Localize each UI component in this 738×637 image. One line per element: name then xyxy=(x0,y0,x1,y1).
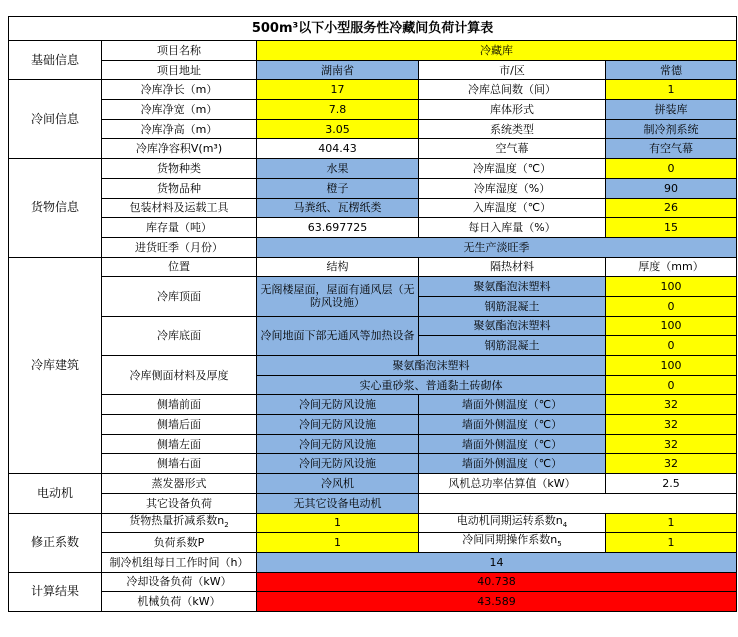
category-basic: 基础信息 xyxy=(9,41,102,80)
cold-coef-label: 冷间同期操作系数$n_5$ xyxy=(419,533,606,553)
packing-label: 包装材料及运载工具 xyxy=(102,198,257,218)
header-thickness: 厚度（mm） xyxy=(606,257,737,277)
wall-label: 侧墙左面 xyxy=(102,434,257,454)
daily-in-label: 每日入库量（%） xyxy=(419,218,606,238)
cold-coef-input[interactable]: 1 xyxy=(606,533,737,553)
wall-label: 侧墙前面 xyxy=(102,395,257,415)
daily-in-input[interactable]: 15 xyxy=(606,218,737,238)
bottom-material-2[interactable]: 钢筋混凝土 xyxy=(419,336,606,356)
bottom-material-1[interactable]: 聚氨酯泡沫塑料 xyxy=(419,316,606,336)
side-label: 冷库侧面材料及厚度 xyxy=(102,356,257,395)
evap-select[interactable]: 冷风机 xyxy=(257,474,419,494)
wall-temp-label: 墙面外侧温度（℃） xyxy=(419,434,606,454)
side-thickness-1[interactable]: 100 xyxy=(606,356,737,376)
system-label: 系统类型 xyxy=(419,119,606,139)
power-label: 风机总功率估算值（kW） xyxy=(419,474,606,494)
wall-temp-input[interactable]: 32 xyxy=(606,454,737,474)
in-temp-label: 入库温度（℃） xyxy=(419,198,606,218)
kind-select[interactable]: 水果 xyxy=(257,159,419,179)
load-calculation-table xyxy=(8,16,737,612)
wall-row xyxy=(9,454,737,474)
power-value: 2.5 xyxy=(606,474,737,494)
top-structure-select[interactable]: 无阁楼屋面，屋面有通风层（无防风设施） xyxy=(257,277,419,316)
wall-label: 侧墙右面 xyxy=(102,454,257,474)
goods-coef-input[interactable]: 1 xyxy=(257,513,419,533)
empty-cell xyxy=(419,493,737,513)
category-building: 冷库建筑 xyxy=(9,257,102,474)
project-name-cell[interactable]: 冷藏库 xyxy=(257,41,737,61)
type-label: 库体形式 xyxy=(419,100,606,120)
kind-label: 货物种类 xyxy=(102,159,257,179)
wall-temp-label: 墙面外侧温度（℃） xyxy=(419,395,606,415)
volume-value: 404.43 xyxy=(257,139,419,159)
title-row xyxy=(9,17,737,41)
variety-label: 货物品种 xyxy=(102,178,257,198)
category-room: 冷间信息 xyxy=(9,80,102,159)
bottom-structure-select[interactable]: 冷间地面下部无通风等加热设备 xyxy=(257,316,419,355)
stock-label: 库存量（吨） xyxy=(102,218,257,238)
header-structure: 结构 xyxy=(257,257,419,277)
width-input[interactable]: 7.8 xyxy=(257,100,419,120)
type-select[interactable]: 拼装库 xyxy=(606,100,737,120)
cooling-load-value: 40.738 xyxy=(257,572,737,592)
wall-structure-select[interactable]: 冷间无防风设施 xyxy=(257,395,419,415)
top-material-1[interactable]: 聚氨酯泡沫塑料 xyxy=(419,277,606,297)
side-material-1[interactable]: 聚氨酯泡沫塑料 xyxy=(257,356,606,376)
wall-label: 侧墙后面 xyxy=(102,415,257,435)
wall-temp-label: 墙面外侧温度（℃） xyxy=(419,454,606,474)
load-coef-label: 负荷系数P xyxy=(102,533,257,553)
count-label: 冷库总间数（间） xyxy=(419,80,606,100)
temp-label: 冷库温度（℃） xyxy=(419,159,606,179)
category-motor: 电动机 xyxy=(9,474,102,513)
humidity-value[interactable]: 90 xyxy=(606,178,737,198)
stock-value: 63.697725 xyxy=(257,218,419,238)
top-thickness-1[interactable]: 100 xyxy=(606,277,737,297)
motor-coef-input[interactable]: 1 xyxy=(606,513,737,533)
width-label: 冷库净宽（m） xyxy=(102,100,257,120)
city-label: 市/区 xyxy=(419,60,606,80)
wall-temp-input[interactable]: 32 xyxy=(606,395,737,415)
count-input[interactable]: 1 xyxy=(606,80,737,100)
bottom-label: 冷库底面 xyxy=(102,316,257,355)
height-input[interactable]: 3.05 xyxy=(257,119,419,139)
top-material-2[interactable]: 钢筋混凝土 xyxy=(419,296,606,316)
evap-label: 蒸发器形式 xyxy=(102,474,257,494)
category-correction: 修正系数 xyxy=(9,513,102,572)
wall-structure-select[interactable]: 冷间无防风设施 xyxy=(257,415,419,435)
project-name-label: 项目名称 xyxy=(102,41,257,61)
category-goods: 货物信息 xyxy=(9,159,102,257)
header-position: 位置 xyxy=(102,257,257,277)
hours-value[interactable]: 14 xyxy=(257,552,737,572)
wall-row xyxy=(9,395,737,415)
wall-row xyxy=(9,415,737,435)
load-coef-input[interactable]: 1 xyxy=(257,533,419,553)
bottom-thickness-1[interactable]: 100 xyxy=(606,316,737,336)
bottom-thickness-2[interactable]: 0 xyxy=(606,336,737,356)
length-input[interactable]: 17 xyxy=(257,80,419,100)
system-select[interactable]: 制冷剂系统 xyxy=(606,119,737,139)
address-label: 项目地址 xyxy=(102,60,257,80)
height-label: 冷库净高（m） xyxy=(102,119,257,139)
variety-select[interactable]: 橙子 xyxy=(257,178,419,198)
wall-temp-input[interactable]: 32 xyxy=(606,415,737,435)
city-select[interactable]: 常德 xyxy=(606,60,737,80)
volume-label: 冷库净容积V(m³) xyxy=(102,139,257,159)
goods-coef-label: 货物热量折减系数$n_2$ xyxy=(102,513,257,533)
wall-row xyxy=(9,434,737,454)
season-select[interactable]: 无生产淡旺季 xyxy=(257,237,737,257)
table-title: 500m³以下小型服务性冷藏间负荷计算表 xyxy=(9,17,737,41)
temp-input[interactable]: 0 xyxy=(606,159,737,179)
wall-structure-select[interactable]: 冷间无防风设施 xyxy=(257,454,419,474)
mech-load-label: 机械负荷（kW） xyxy=(102,592,257,612)
mech-load-value: 43.589 xyxy=(257,592,737,612)
curtain-select[interactable]: 有空气幕 xyxy=(606,139,737,159)
other-load-select[interactable]: 无其它设备电动机 xyxy=(257,493,419,513)
top-label: 冷库顶面 xyxy=(102,277,257,316)
in-temp-input[interactable]: 26 xyxy=(606,198,737,218)
side-material-2[interactable]: 实心重砂浆、普通黏土砖砌体 xyxy=(257,375,606,395)
top-thickness-2[interactable]: 0 xyxy=(606,296,737,316)
header-insulation: 隔热材料 xyxy=(419,257,606,277)
wall-structure-select[interactable]: 冷间无防风设施 xyxy=(257,434,419,454)
cooling-load-label: 冷却设备负荷（kW） xyxy=(102,572,257,592)
packing-select[interactable]: 马粪纸、瓦楞纸类 xyxy=(257,198,419,218)
wall-temp-input[interactable]: 32 xyxy=(606,434,737,454)
humidity-label: 冷库湿度（%） xyxy=(419,178,606,198)
province-select[interactable]: 湖南省 xyxy=(257,60,419,80)
motor-coef-label: 电动机同期运转系数$n_4$ xyxy=(419,513,606,533)
wall-temp-label: 墙面外侧温度（℃） xyxy=(419,415,606,435)
hours-label: 制冷机组每日工作时间（h） xyxy=(102,552,257,572)
length-label: 冷库净长（m） xyxy=(102,80,257,100)
season-label: 进货旺季（月份） xyxy=(102,237,257,257)
side-thickness-2[interactable]: 0 xyxy=(606,375,737,395)
other-load-label: 其它设备负荷 xyxy=(102,493,257,513)
curtain-label: 空气幕 xyxy=(419,139,606,159)
category-result: 计算结果 xyxy=(9,572,102,611)
